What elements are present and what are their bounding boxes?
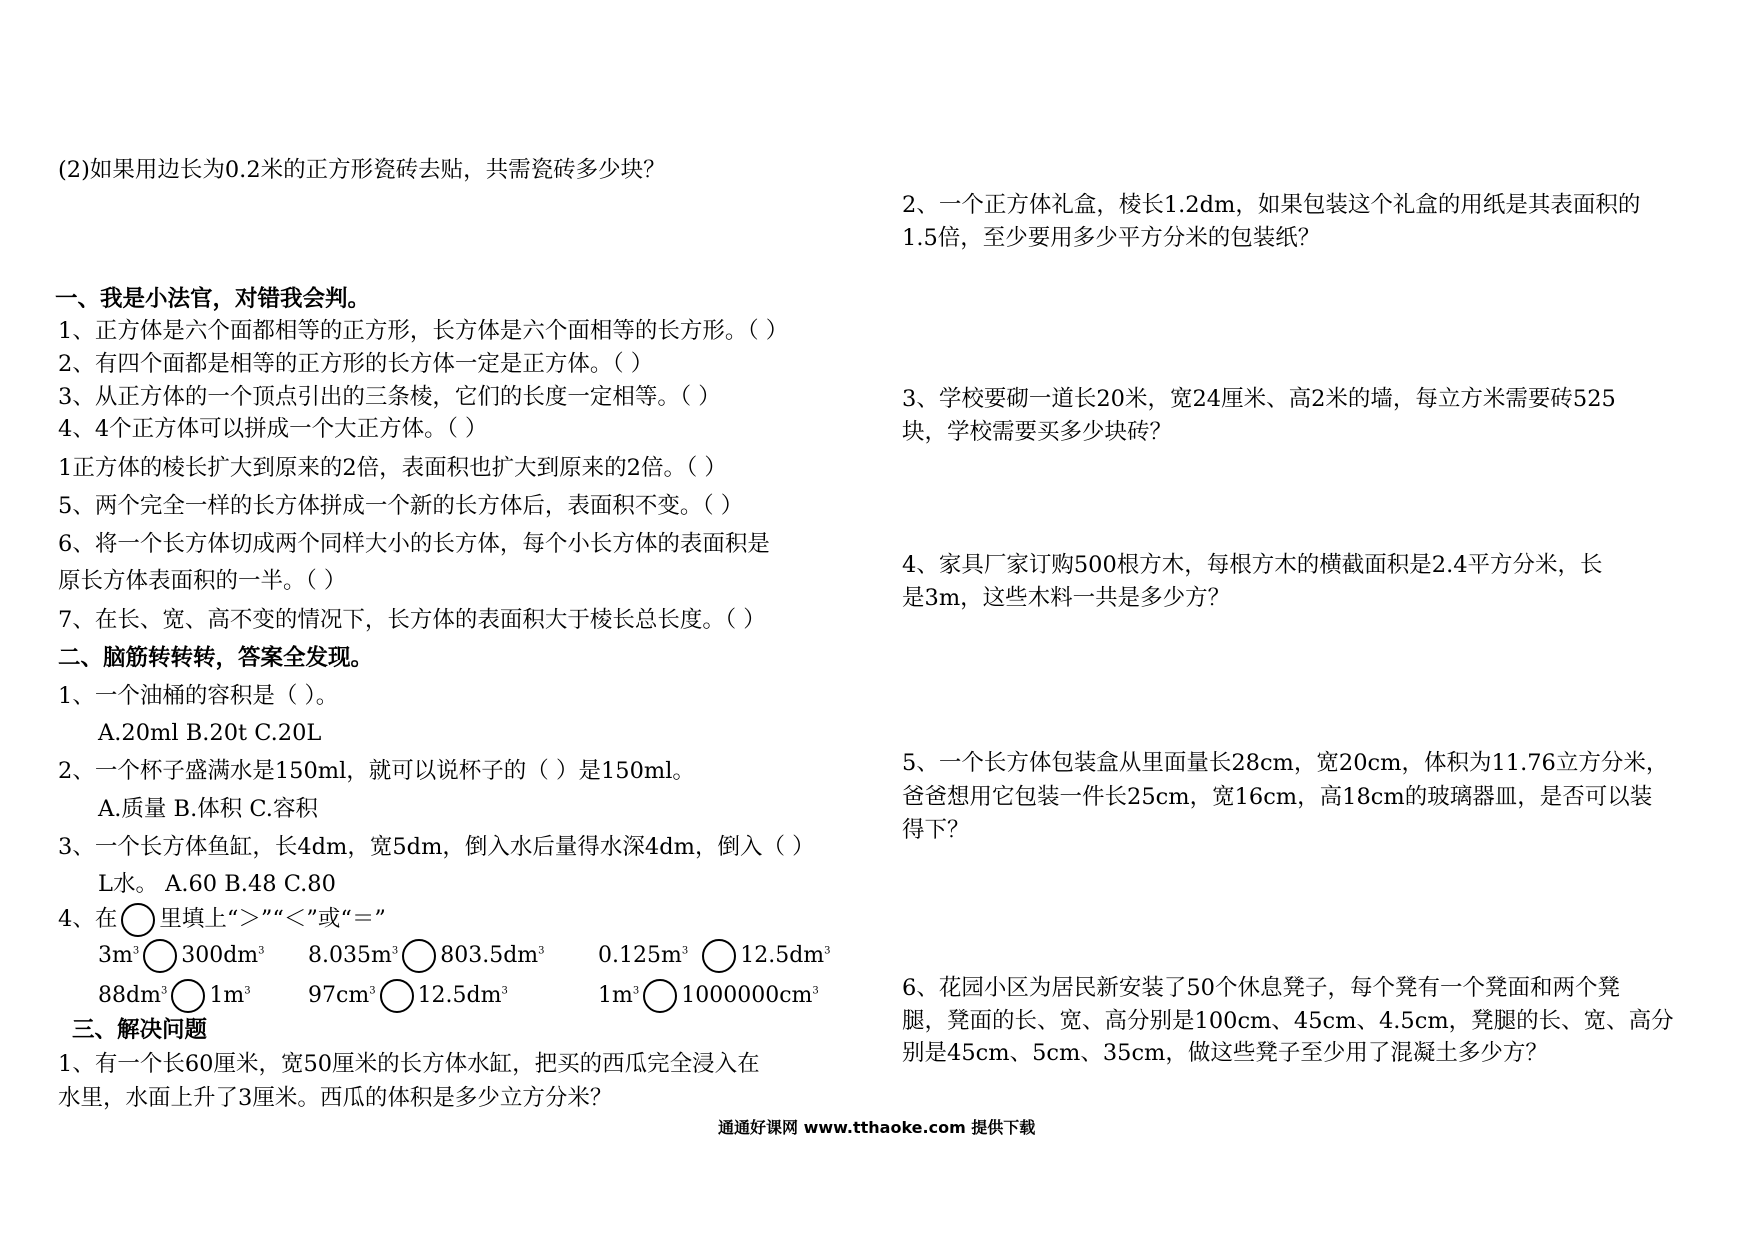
choice-options-2: A.质量 B.体积 C.容积 bbox=[98, 796, 318, 822]
circle-blank-icon bbox=[121, 903, 155, 937]
problem-6-line-1: 6、花园小区为居民新安装了50个休息凳子，每个凳有一个凳面和两个凳 bbox=[902, 975, 1620, 1001]
problem-2-line-2: 1.5倍，至少要用多少平方分米的包装纸？ bbox=[902, 225, 1321, 251]
judge-item-continued: 原长方体表面积的一半。（ ） bbox=[58, 568, 347, 594]
choice-question-2: 2、一个杯子盛满水是150ml，就可以说杯子的（ ）是150ml。 bbox=[58, 758, 695, 784]
judge-item: 2、有四个面都是相等的正方形的长方体一定是正方体。（ ） bbox=[58, 351, 654, 377]
compare-item: $88dm^3$ $1m^3$ bbox=[98, 979, 251, 1013]
compare-instruction bbox=[58, 903, 386, 937]
compare-blank-circle[interactable] bbox=[702, 939, 736, 973]
problem-6-line-2: 腿，凳面的长、宽、高分别是100cm、45cm、4.5cm，凳腿的长、宽、高分 bbox=[902, 1008, 1674, 1034]
problem-6-line-3: 别是45cm、5cm、35cm，做这些凳子至少用了混凝土多少方？ bbox=[902, 1040, 1548, 1066]
problem-5-line-3: 得下？ bbox=[902, 817, 970, 843]
compare-instruction-suffix: 里填上“＞”“＜”或“＝” bbox=[159, 906, 386, 932]
judge-item: 1正方体的棱长扩大到原来的2倍，表面积也扩大到原来的2倍。（ ） bbox=[58, 455, 727, 481]
compare-item: $97cm^3$ $12.5dm^3$ bbox=[308, 979, 508, 1013]
judge-item: 7、在长、宽、高不变的情况下，长方体的表面积大于棱长总长度。（ ） bbox=[58, 607, 766, 633]
choice-options-3: L水。 A.60 B.48 C.80 bbox=[98, 871, 336, 897]
footer-source: 通通好课网 www.tthaoke.com 提供下载 bbox=[718, 1118, 1036, 1137]
judge-item: 4、4个正方体可以拼成一个大正方体。（ ） bbox=[58, 416, 488, 442]
compare-item: $3m^3$ $300dm^3$ bbox=[98, 939, 265, 973]
judge-item: 6、将一个长方体切成两个同样大小的长方体，每个小长方体的表面积是 bbox=[58, 531, 770, 557]
problem-4-line-1: 4、家具厂家订购500根方木，每根方木的横截面积是2.4平方分米，长 bbox=[902, 552, 1603, 578]
problem-2-line-1: 2、一个正方体礼盒，棱长1.2dm，如果包装这个礼盒的用纸是其表面积的 bbox=[902, 192, 1641, 218]
problem-3-line-1: 3、学校要砌一道长20米，宽24厘米、高2米的墙，每立方米需要砖525 bbox=[902, 386, 1616, 412]
compare-blank-circle[interactable] bbox=[643, 979, 677, 1013]
section-1-title: 一、我是小法官，对错我会判。 bbox=[55, 286, 371, 312]
problem-5-line-1: 5、一个长方体包装盒从里面量长28cm，宽20cm，体积为11.76立方分米， bbox=[902, 750, 1669, 776]
compare-item: $1m^3$ $1000000cm^3$ bbox=[598, 979, 819, 1013]
choice-question-3: 3、一个长方体鱼缸，长4dm，宽5dm，倒入水后量得水深4dm，倒入（ ） bbox=[58, 834, 815, 860]
judge-item: 1、正方体是六个面都相等的正方形，长方体是六个面相等的长方形。（ ） bbox=[58, 318, 789, 344]
judge-item: 5、两个完全一样的长方体拼成一个新的长方体后，表面积不变。（ ） bbox=[58, 493, 744, 519]
compare-blank-circle[interactable] bbox=[380, 979, 414, 1013]
problem-3-line-2: 块，学校需要买多少块砖？ bbox=[902, 419, 1173, 445]
compare-blank-circle[interactable] bbox=[143, 939, 177, 973]
problem-1-line-2: 水里，水面上升了3厘米。西瓜的体积是多少立方分米？ bbox=[58, 1085, 613, 1111]
compare-item: $8.035m^3$ $803.5dm^3$ bbox=[308, 939, 545, 973]
compare-instruction-prefix: 4、在 bbox=[58, 906, 118, 932]
problem-4-line-2: 是3m，这些木料一共是多少方？ bbox=[902, 585, 1231, 611]
section-2-title: 二、脑筋转转转，答案全发现。 bbox=[58, 645, 374, 671]
compare-blank-circle[interactable] bbox=[171, 979, 205, 1013]
choice-options-1: A.20ml B.20t C.20L bbox=[98, 720, 322, 746]
compare-blank-circle[interactable] bbox=[402, 939, 436, 973]
choice-question-1: 1、一个油桶的容积是（ ）。 bbox=[58, 683, 339, 709]
section-3-title: 三、解决问题 bbox=[72, 1017, 208, 1043]
problem-1-line-1: 1、有一个长60厘米，宽50厘米的长方体水缸，把买的西瓜完全浸入在 bbox=[58, 1051, 760, 1077]
judge-item: 3、从正方体的一个顶点引出的三条棱，它们的长度一定相等。（ ） bbox=[58, 384, 721, 410]
problem-5-line-2: 爸爸想用它包装一件长25cm，宽16cm，高18cm的玻璃器皿，是否可以装 bbox=[902, 784, 1653, 810]
compare-item: $0.125m^3$ $12.5dm^3$ bbox=[598, 939, 831, 973]
sub-question-2: (2)如果用边长为0.2米的正方形瓷砖去贴，共需瓷砖多少块？ bbox=[58, 157, 666, 183]
